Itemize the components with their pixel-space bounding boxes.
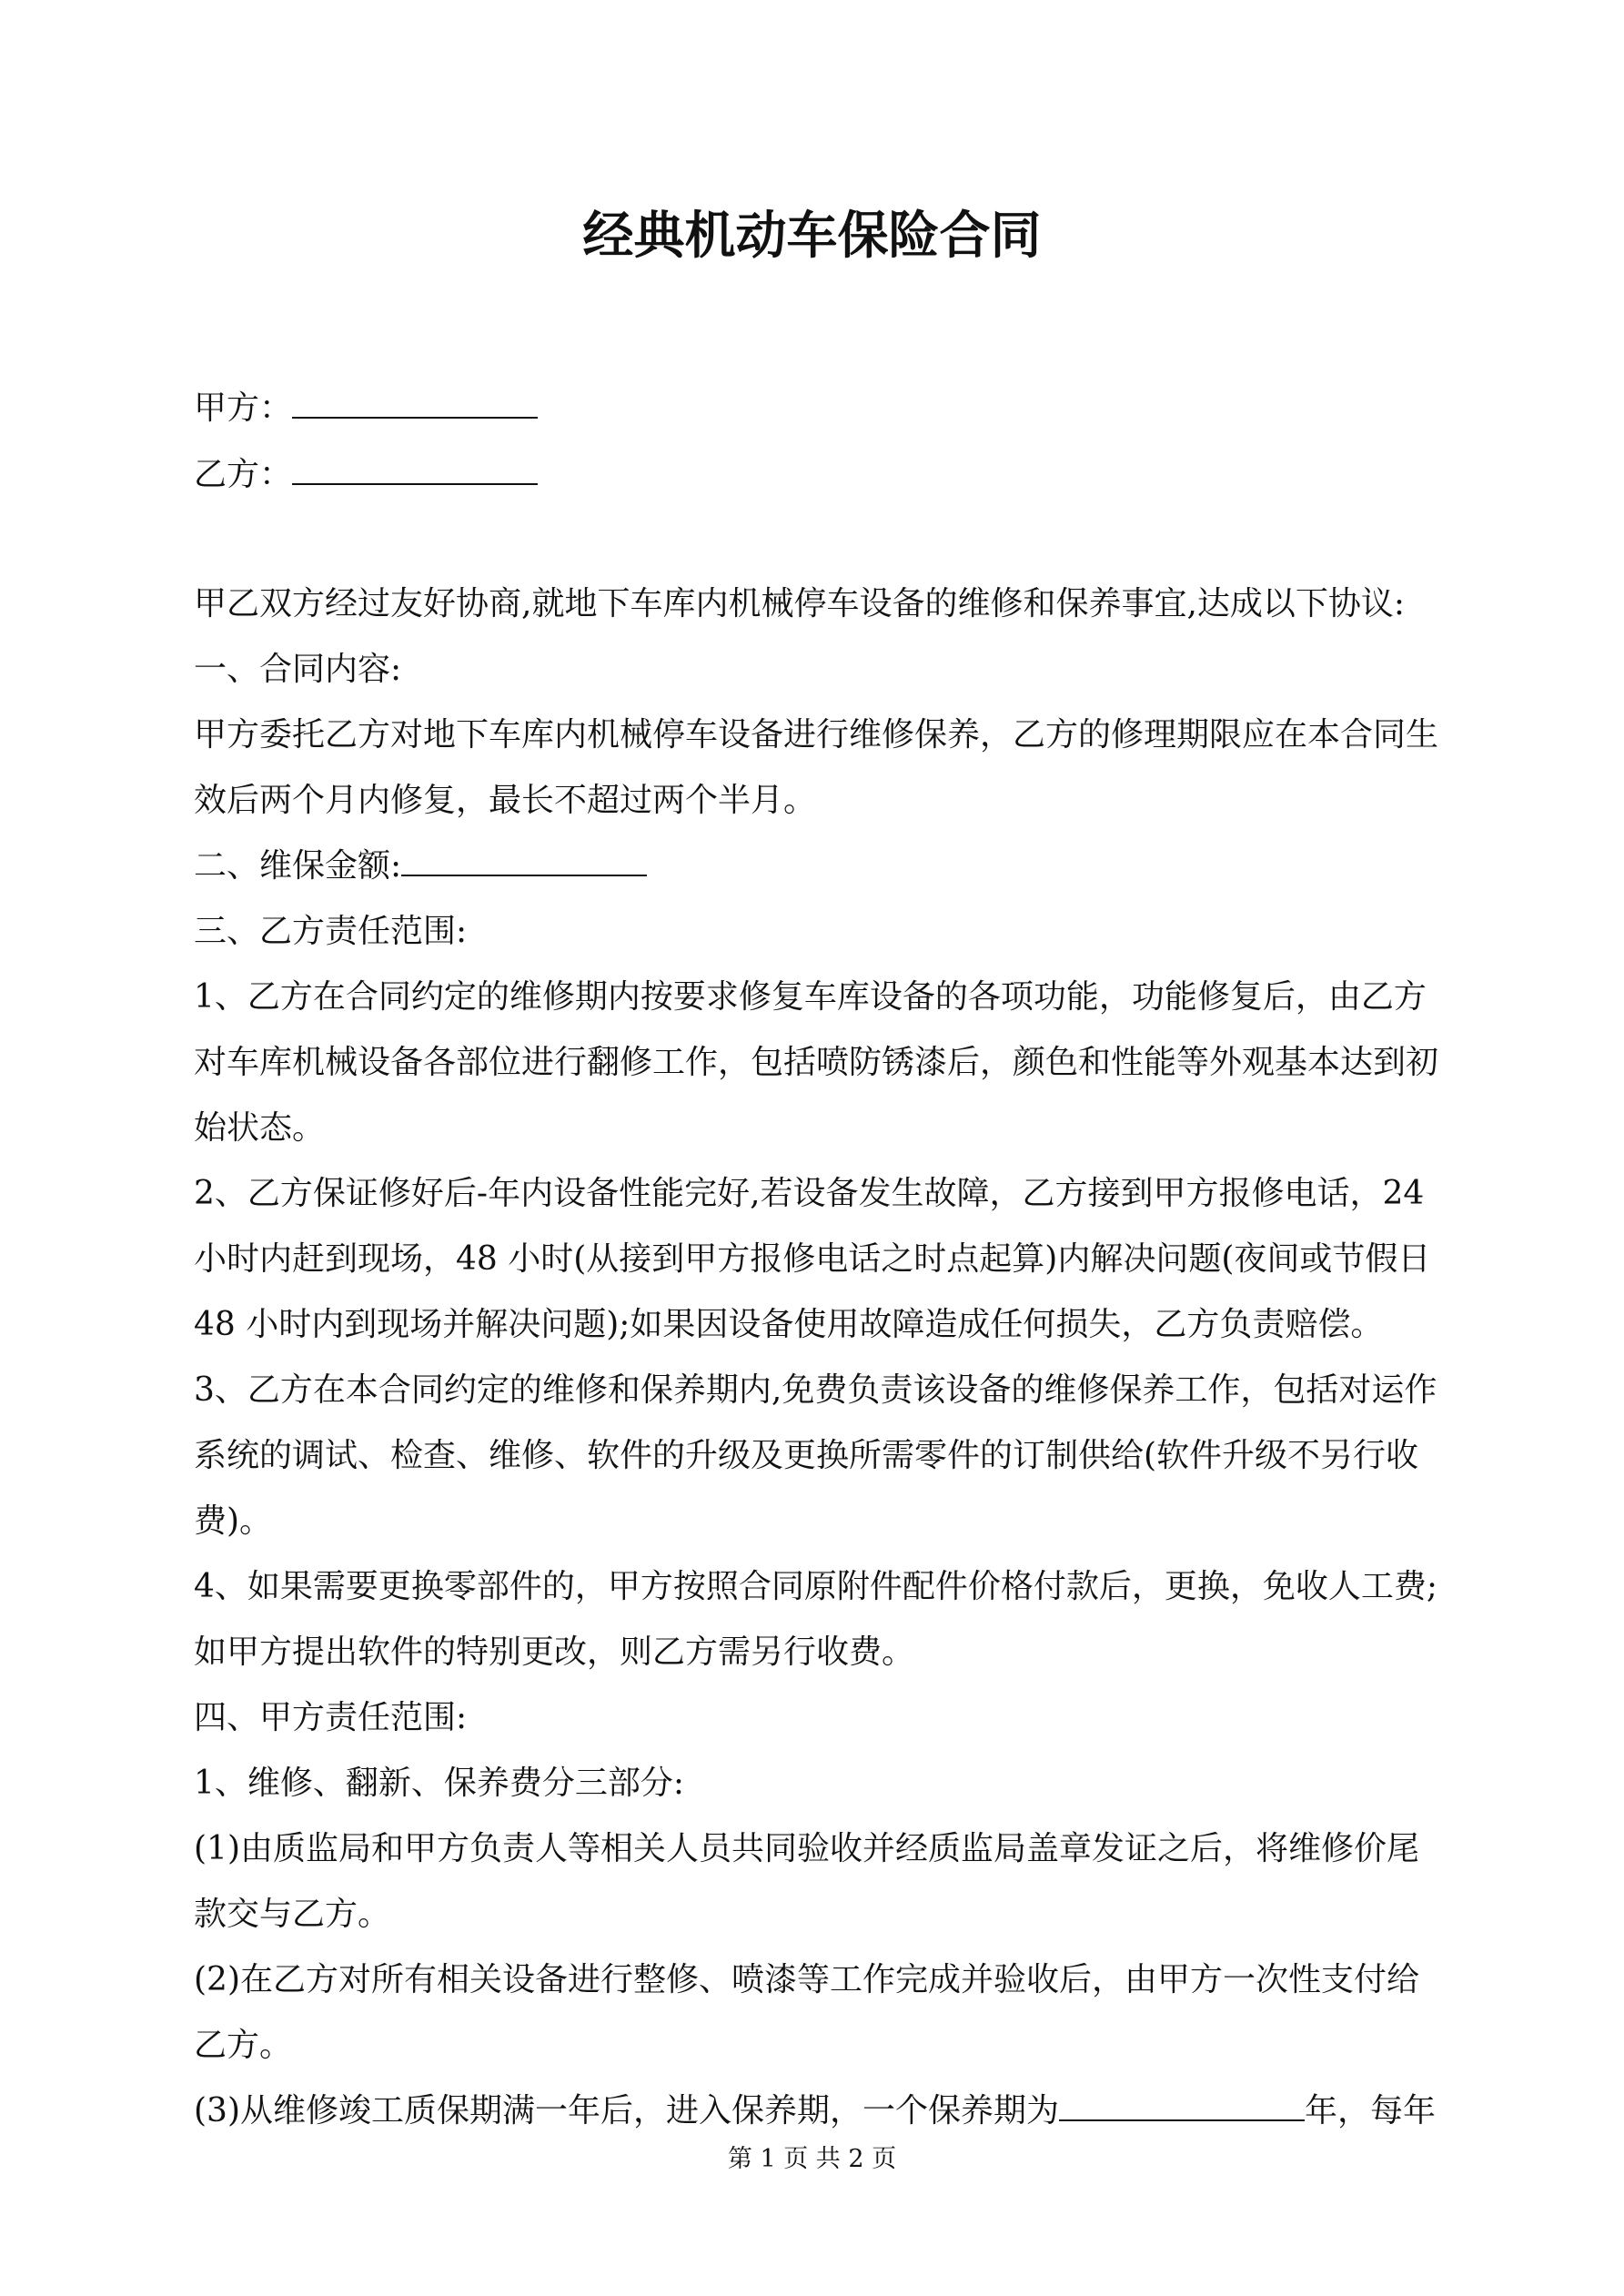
section-2-line — [194, 846, 1440, 886]
item-2-line: 小时内赶到现场，48 小时(从接到甲方报修电话之时点起算)内解决问题(夜间或节假日 — [194, 1240, 1431, 1278]
item-3-line: 3、乙方在本合同约定的维修和保养期内,免费负责该设备的维修保养工作，包括对运作 — [194, 1371, 1437, 1409]
section-1-text-line: 效后两个月内修复，最长不超过两个半月。 — [194, 782, 817, 819]
page-indicator: 第 1 页 共 2 页 — [727, 2145, 897, 2173]
item-3-line: 系统的调试、检查、维修、软件的升级及更换所需零件的订制供给(软件升级不另行收 — [194, 1437, 1419, 1474]
intro-paragraph: 甲乙双方经过友好协商,就地下车库内机械停车设备的维修和保养事宜,达成以下协议: — [194, 585, 1406, 622]
party-a-blank — [292, 389, 538, 419]
section-4-heading: 四、甲方责任范围: — [194, 1699, 468, 1736]
party-a-label: 甲方： — [194, 389, 293, 427]
section-1-text-line: 甲方委托乙方对地下车库内机械停车设备进行维修保养，乙方的修理期限应在本合同生 — [194, 716, 1439, 754]
period-blank — [1059, 2092, 1305, 2121]
item-1-line: 对车库机械设备各部位进行翻修工作，包括喷防锈漆后，颜色和性能等外观基本达到初 — [194, 1044, 1439, 1081]
item-4-line: 4、如果需要更换零部件的，甲方按照合同原附件配件价格付款后，更换，免收人工费; — [194, 1568, 1438, 1605]
section-2-label: 二、维保金额: — [194, 847, 402, 885]
party-a-line — [194, 389, 1440, 429]
party-b-line — [194, 455, 1440, 495]
item-1-line: 始状态。 — [194, 1109, 326, 1147]
fee-3-line — [194, 2091, 1440, 2131]
item-2-line: 48 小时内到现场并解决问题);如果因设备使用故障造成任何损失，乙方负责赔偿。 — [194, 1306, 1384, 1343]
document-title: 经典机动车保险合同 — [582, 207, 1042, 266]
item-2-line: 2、乙方保证修好后-年内设备性能完好,若设备发生故障，乙方接到甲方报修电话，24 — [194, 1175, 1425, 1212]
fee-3-suffix: 年，每年 — [1305, 2092, 1437, 2129]
fee-heading: 1、维修、翻新、保养费分三部分: — [194, 1765, 685, 1802]
fee-2-line: 乙方。 — [194, 2027, 293, 2064]
item-3-line: 费)。 — [194, 1502, 273, 1540]
amount-blank — [401, 847, 647, 876]
item-4-line: 如甲方提出软件的特别更改，则乙方需另行收费。 — [194, 1633, 915, 1671]
item-1-line: 1、乙方在合同约定的维修期内按要求修复车库设备的各项功能，功能修复后，由乙方 — [194, 978, 1427, 1016]
fee-1-line: (1)由质监局和甲方负责人等相关人员共同验收并经质监局盖章发证之后，将维修价尾 — [194, 1830, 1419, 1867]
fee-3-prefix: (3)从维修竣工质保期满一年后，进入保养期，一个保养期为 — [194, 2092, 1059, 2129]
fee-1-line: 款交与乙方。 — [194, 1896, 391, 1933]
party-b-blank — [292, 456, 538, 485]
section-3-heading: 三、乙方责任范围: — [194, 913, 468, 950]
section-1-heading: 一、合同内容: — [194, 651, 402, 688]
party-b-label: 乙方： — [194, 456, 293, 493]
fee-2-line: (2)在乙方对所有相关设备进行整修、喷漆等工作完成并验收后，由甲方一次性支付给 — [194, 1961, 1419, 1998]
